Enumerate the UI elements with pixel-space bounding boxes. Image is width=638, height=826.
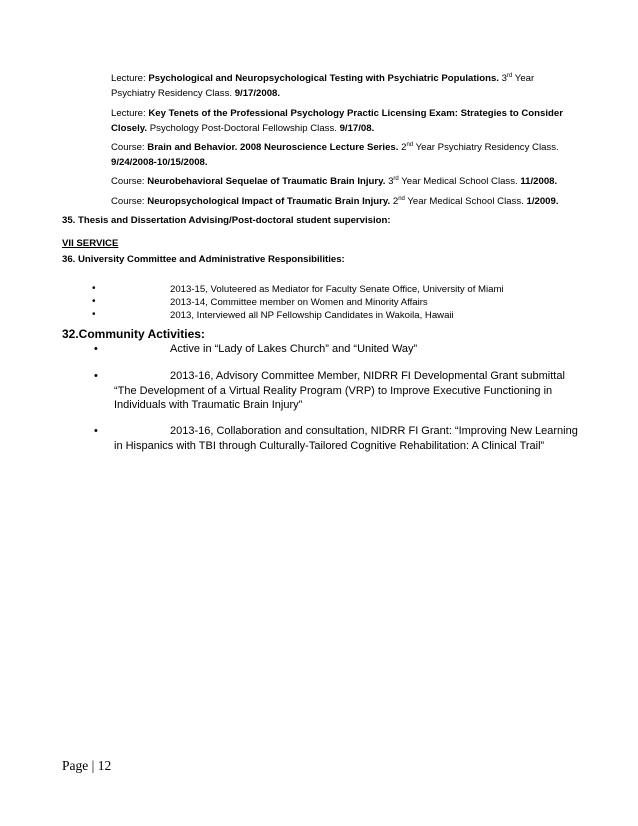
- entry-type: Course:: [111, 196, 148, 207]
- bullet-icon: •: [92, 296, 96, 307]
- entry-audience: Year Medical School Class.: [398, 176, 521, 187]
- entry-audience: Year Psychiatry Residency Class.: [111, 73, 535, 99]
- bullet-icon: •: [94, 370, 98, 382]
- entry-ordinal-suffix: rd: [393, 175, 399, 182]
- service-heading-text: VII SERVICE: [62, 238, 119, 249]
- entry-audience: Year Psychiatry Residency Class.: [413, 142, 559, 153]
- community-item-continuation: Individuals with Traumatic Brain Injury”: [114, 399, 303, 411]
- community-heading: 32.Community Activities:: [62, 327, 205, 341]
- community-item: 2013-16, Collaboration and consultation, NIDRR FI Grant: “Improving New Learning: [170, 425, 578, 437]
- lecture-entry: [111, 107, 563, 136]
- entry-title: Brain and Behavior. 2008 Neuroscience Lecture Series.: [147, 142, 399, 153]
- section-35-heading: 35. Thesis and Dissertation Advising/Post-doctoral student supervision:: [62, 215, 391, 226]
- university-item: 2013-15, Voluteered as Mediator for Faculty Senate Office, University of Miami: [170, 284, 504, 295]
- community-item-continuation: “The Development of a Virtual Reality Program (VRP) to Improve Executive Functioning in: [114, 385, 553, 397]
- entry-ordinal-suffix: nd: [398, 195, 405, 202]
- entry-date: 9/17/08.: [339, 122, 375, 134]
- page-footer: Page | 12: [62, 758, 112, 773]
- bullet-icon: •: [94, 343, 98, 355]
- university-item: 2013-14, Committee member on Women and Minority Affairs: [170, 297, 428, 308]
- service-heading: [62, 237, 118, 250]
- community-item: Active in “Lady of Lakes Church” and “United Way”: [170, 343, 418, 355]
- entry-type: Course:: [111, 176, 148, 187]
- entry-title: Key Tenets of the Professional Psychology Practic Licensing Exam: Strategies to Consider Closely.: [111, 108, 563, 134]
- entry-date: 1/2009.: [526, 196, 559, 207]
- entry-audience: Psychology Post-Doctoral Fellowship Class.: [147, 122, 340, 134]
- entry-type: Lecture:: [111, 73, 149, 84]
- course-entry: [111, 141, 563, 170]
- entry-audience: Year Medical School Class.: [404, 196, 527, 207]
- entry-ordinal: 3: [385, 176, 394, 187]
- bullet-icon: •: [94, 425, 98, 437]
- entry-type: Course:: [111, 142, 148, 153]
- entry-title: Psychological and Neuropsychological Testing with Psychiatric Populations.: [148, 73, 499, 84]
- entry-ordinal: 2: [390, 196, 399, 207]
- community-item-continuation: in Hispanics with TBI through Culturally-Tailored Cognitive Rehabilitation: A Clinical Trail”: [114, 440, 545, 452]
- entry-ordinal: 2: [398, 142, 407, 153]
- university-item: 2013, Interviewed all NP Fellowship Candidates in Wakoila, Hawaii: [170, 310, 454, 321]
- entry-date: 9/17/2008.: [234, 87, 281, 99]
- entry-ordinal: 3: [498, 73, 507, 84]
- entry-ordinal-suffix: rd: [506, 72, 513, 79]
- course-entry: [111, 195, 563, 210]
- bullet-icon: •: [92, 283, 96, 294]
- lecture-entry: [111, 72, 563, 101]
- entry-date: 11/2008.: [520, 176, 558, 187]
- community-item: 2013-16, Advisory Committee Member, NIDRR FI Developmental Grant submittal: [170, 370, 565, 382]
- section-36-heading: 36. University Committee and Administrative Responsibilities:: [62, 254, 345, 265]
- entry-date: 9/24/2008-10/15/2008.: [111, 156, 208, 168]
- entry-type: Lecture:: [111, 108, 149, 119]
- entry-title: Neurobehavioral Sequelae of Traumatic Brain Injury.: [147, 176, 386, 187]
- course-entry: [111, 175, 563, 190]
- bullet-icon: •: [92, 309, 96, 320]
- entry-title: Neuropsychological Impact of Traumatic Brain Injury.: [147, 196, 391, 207]
- entry-ordinal-suffix: nd: [406, 141, 414, 148]
